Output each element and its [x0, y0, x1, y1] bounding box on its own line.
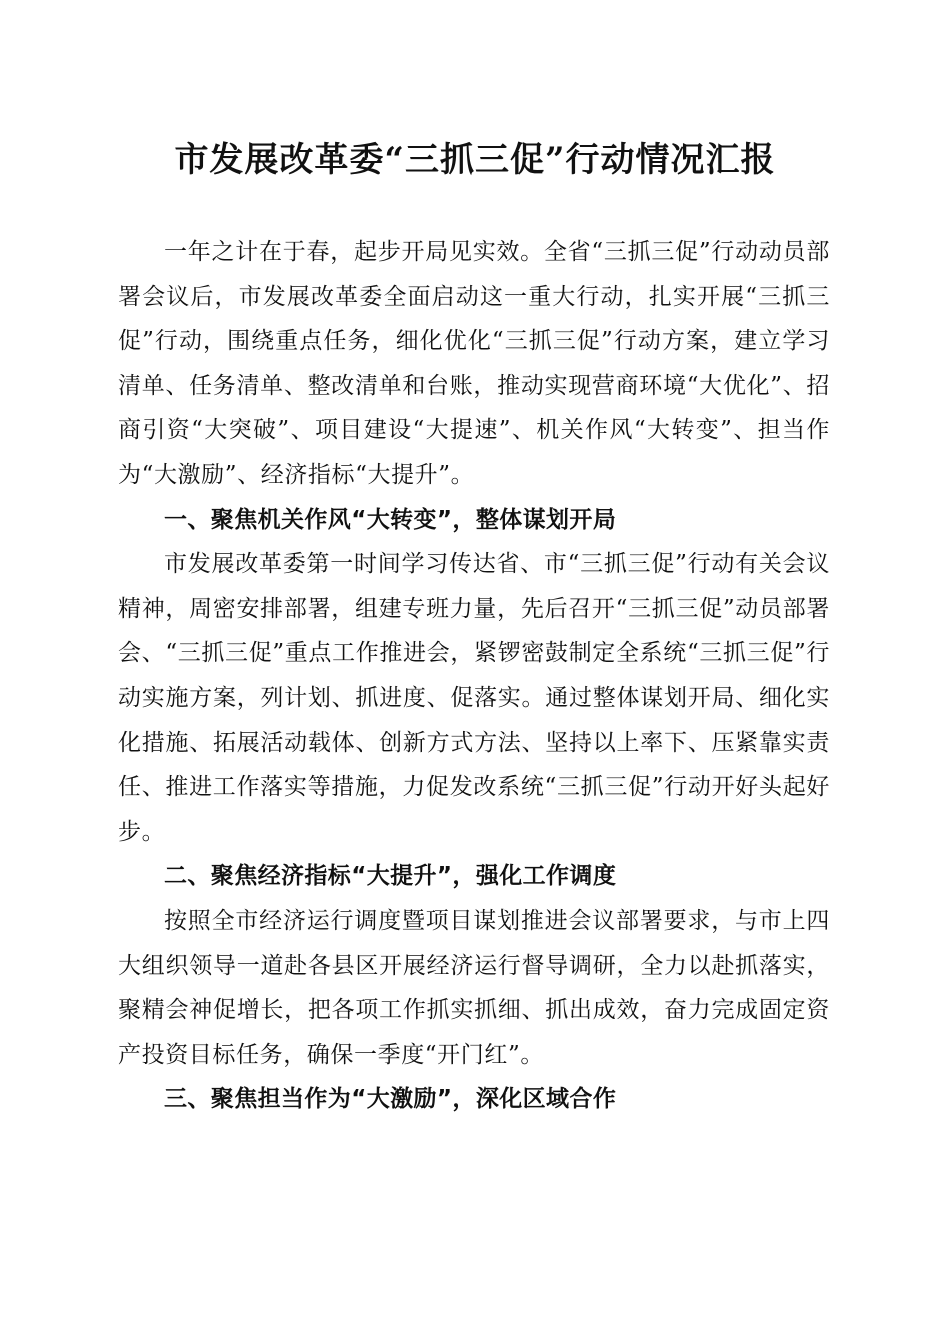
section-1-paragraph: 市发展改革委第一时间学习传达省、市“三抓三促”行动有关会议精神，周密安排部署，组建专班力量，先后召开“三抓三促”动员部署会、“三抓三促”重点工作推进会，紧锣密鼓制定全系统“三抓三促”行动实施方案，列计划、抓进度、促落实。通过整体谋划开局、细化实化措施、拓展活动载体、创新方式方法、坚持以上率下、压紧靠实责任、推进工作落实等措施，力促发改系统“三抓三促”行动开好头起好步。	[118, 551, 830, 845]
document-title: 市发展改革委“三抓三促”行动情况汇报	[174, 140, 776, 180]
document-body	[118, 230, 830, 1122]
section-1-heading: 一、聚焦机关作风“大转变”，整体谋划开局	[164, 506, 617, 533]
section-3-heading: 三、聚焦担当作为“大激励”，深化区域合作	[164, 1086, 617, 1113]
section-2-heading: 二、聚焦经济指标“大提升”，强化工作调度	[164, 863, 617, 890]
section-2-paragraph: 按照全市经济运行调度暨项目谋划推进会议部署要求，与市上四大组织领导一道赴各县区开展经济运行督导调研，全力以赴抓落实，聚精会神促增长，把各项工作抓实抓细、抓出成效，奋力完成固定资产投资目标任务，确保一季度“开门红”。	[118, 907, 830, 1068]
intro-paragraph: 一年之计在于春，起步开局见实效。全省“三抓三促”行动动员部署会议后，市发展改革委全面启动这一重大行动，扎实开展“三抓三促”行动，围绕重点任务，细化优化“三抓三促”行动方案，建立学习清单、任务清单、整改清单和台账，推动实现营商环境“大优化”、招商引资“大突破”、项目建设“大提速”、机关作风“大转变”、担当作为“大激励”、经济指标“大提升”。	[118, 239, 830, 488]
